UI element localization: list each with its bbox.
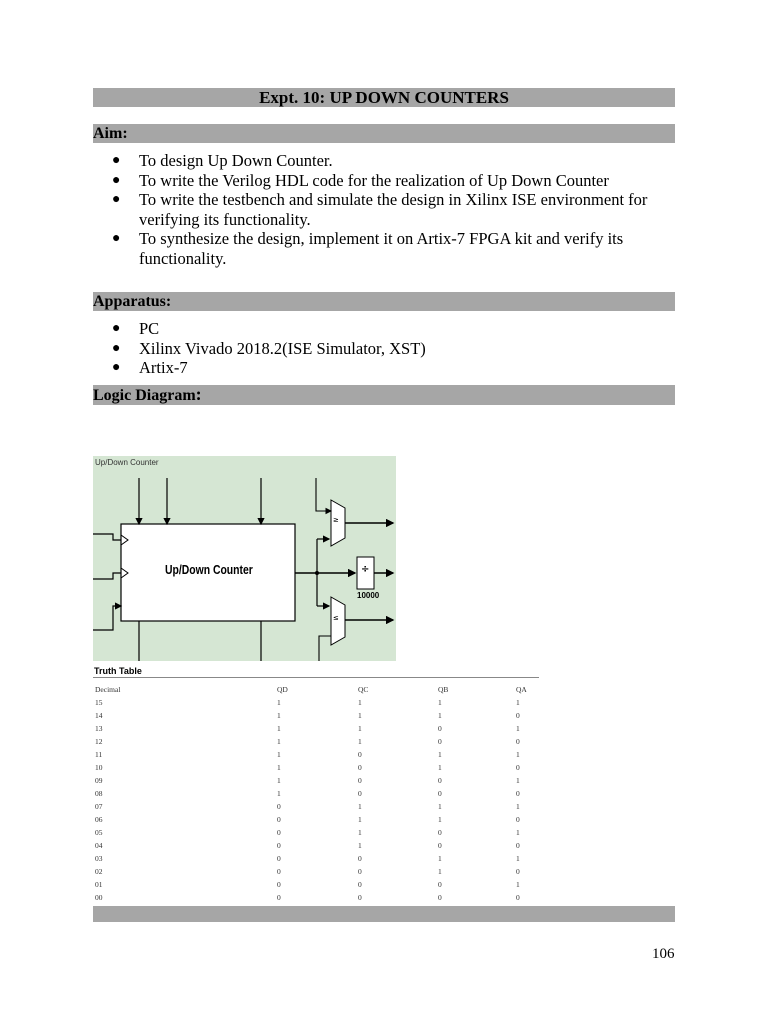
- column-header: QB: [438, 685, 449, 694]
- table-cell: 12: [95, 737, 103, 746]
- table-row: [93, 852, 539, 865]
- logic-diagram-figure: [93, 456, 396, 661]
- table-cell: 03: [95, 854, 103, 863]
- table-row: [93, 891, 539, 904]
- le-symbol: ≤: [333, 614, 339, 622]
- column-header: QD: [277, 685, 288, 694]
- diagram-caption: Up/Down Counter: [95, 458, 159, 467]
- table-cell: 0: [358, 750, 362, 759]
- table-cell: 0: [516, 815, 520, 824]
- bullet-icon: ●: [112, 231, 121, 247]
- table-cell: 0: [277, 880, 281, 889]
- truth-table: [93, 683, 539, 904]
- table-cell: 1: [438, 867, 442, 876]
- table-row: [93, 813, 539, 826]
- table-cell: 1: [277, 763, 281, 772]
- table-cell: 0: [516, 893, 520, 902]
- table-cell: 1: [277, 724, 281, 733]
- table-cell: 1: [277, 750, 281, 759]
- table-cell: 0: [277, 854, 281, 863]
- table-cell: 0: [277, 828, 281, 837]
- table-cell: 1: [438, 750, 442, 759]
- table-row: [93, 826, 539, 839]
- table-row: [93, 709, 539, 722]
- table-cell: 01: [95, 880, 103, 889]
- table-cell: 1: [516, 776, 520, 785]
- table-cell: 1: [358, 737, 362, 746]
- table-cell: 0: [438, 776, 442, 785]
- table-cell: 1: [438, 698, 442, 707]
- table-cell: 0: [516, 867, 520, 876]
- table-cell: 1: [516, 854, 520, 863]
- divider: [93, 677, 539, 678]
- bullet-icon: ●: [112, 172, 121, 188]
- table-cell: 1: [438, 854, 442, 863]
- table-cell: 0: [277, 802, 281, 811]
- list-item: ● To write the testbench and simulate the design in Xilinx ISE environment for verifying its functionality.: [112, 190, 648, 229]
- divider-label: 10000: [357, 591, 380, 600]
- table-row: [93, 839, 539, 852]
- table-row: [93, 800, 539, 813]
- section-footer-bar: [93, 906, 675, 922]
- table-row: [93, 735, 539, 748]
- table-cell: 0: [358, 893, 362, 902]
- column-header: QC: [358, 685, 369, 694]
- table-cell: 00: [95, 893, 103, 902]
- table-cell: 1: [277, 737, 281, 746]
- table-cell: 1: [358, 802, 362, 811]
- table-cell: 0: [438, 737, 442, 746]
- truth-table-body: [93, 696, 539, 904]
- table-cell: 0: [516, 711, 520, 720]
- table-cell: 1: [438, 815, 442, 824]
- column-header: QA: [516, 685, 527, 694]
- table-row: [93, 761, 539, 774]
- table-cell: 0: [358, 776, 362, 785]
- table-row: [93, 865, 539, 878]
- table-cell: 1: [277, 711, 281, 720]
- list-item: ● PC: [112, 319, 160, 338]
- table-cell: 0: [358, 763, 362, 772]
- table-cell: 1: [516, 802, 520, 811]
- table-row: [93, 722, 539, 735]
- table-cell: 0: [438, 828, 442, 837]
- table-cell: 1: [516, 828, 520, 837]
- table-cell: 05: [95, 828, 103, 837]
- bullet-icon: ●: [112, 360, 121, 376]
- list-item: ● Artix-7: [112, 358, 188, 378]
- table-row: [93, 787, 539, 800]
- table-cell: 0: [358, 854, 362, 863]
- apparatus-list: [112, 319, 675, 378]
- table-cell: 0: [438, 841, 442, 850]
- table-cell: 0: [516, 841, 520, 850]
- table-cell: 1: [438, 802, 442, 811]
- table-cell: 1: [277, 776, 281, 785]
- table-cell: 0: [277, 815, 281, 824]
- table-cell: 0: [277, 893, 281, 902]
- logic-diagram-heading: Logic Diagram:: [93, 385, 675, 405]
- table-cell: 11: [95, 750, 103, 759]
- table-cell: 06: [95, 815, 103, 824]
- bullet-icon: ●: [112, 153, 121, 168]
- apparatus-heading: Apparatus:: [93, 292, 675, 311]
- counter-schematic: [93, 456, 396, 661]
- table-cell: 08: [95, 789, 103, 798]
- table-cell: 1: [516, 698, 520, 707]
- table-cell: 0: [438, 724, 442, 733]
- table-cell: 02: [95, 867, 103, 876]
- table-cell: 0: [516, 789, 520, 798]
- bullet-icon: ●: [112, 340, 121, 356]
- table-cell: 0: [438, 893, 442, 902]
- experiment-title: Expt. 10: UP DOWN COUNTERS: [93, 88, 675, 107]
- table-cell: 1: [358, 841, 362, 850]
- table-cell: 0: [438, 789, 442, 798]
- table-cell: 09: [95, 776, 103, 785]
- table-cell: 0: [516, 737, 520, 746]
- table-row: [93, 748, 539, 761]
- table-cell: 1: [438, 711, 442, 720]
- table-cell: 1: [438, 763, 442, 772]
- table-cell: 1: [516, 750, 520, 759]
- table-cell: 1: [516, 880, 520, 889]
- table-cell: 0: [516, 763, 520, 772]
- table-cell: 15: [95, 698, 103, 707]
- aim-list: [112, 151, 675, 269]
- table-row: [93, 878, 539, 891]
- list-item: ● To design Up Down Counter.: [112, 151, 333, 170]
- table-cell: 1: [358, 698, 362, 707]
- table-cell: 0: [277, 841, 281, 850]
- ge-symbol: ≥: [333, 516, 339, 524]
- table-cell: 0: [358, 867, 362, 876]
- table-row: [93, 696, 539, 709]
- table-cell: 1: [358, 828, 362, 837]
- bullet-icon: ●: [112, 192, 121, 208]
- table-cell: 1: [358, 815, 362, 824]
- list-item: ● Xilinx Vivado 2018.2(ISE Simulator, XST): [112, 338, 426, 358]
- table-cell: 0: [358, 880, 362, 889]
- list-item: ● To write the Verilog HDL code for the realization of Up Down Counter: [112, 170, 609, 190]
- table-header-row: [93, 683, 539, 696]
- table-cell: 1: [358, 724, 362, 733]
- table-cell: 0: [358, 789, 362, 798]
- table-cell: 13: [95, 724, 103, 733]
- page-number: 106: [652, 946, 675, 962]
- aim-heading: Aim:: [93, 124, 675, 143]
- counter-block-label: Up/Down Counter: [165, 562, 253, 577]
- table-cell: 10: [95, 763, 103, 772]
- truth-table-title: Truth Table: [94, 666, 142, 676]
- list-item: ● To synthesize the design, implement it on Artix-7 FPGA kit and verify its functionality.: [112, 229, 624, 268]
- table-cell: 14: [95, 711, 103, 720]
- table-cell: 1: [358, 711, 362, 720]
- table-row: [93, 774, 539, 787]
- bullet-icon: ●: [112, 321, 121, 336]
- table-cell: 1: [277, 698, 281, 707]
- table-cell: 0: [438, 880, 442, 889]
- table-cell: 07: [95, 802, 103, 811]
- divide-icon: ÷: [361, 564, 370, 575]
- column-header: Decimal: [95, 685, 121, 694]
- table-cell: 1: [516, 724, 520, 733]
- table-cell: 0: [277, 867, 281, 876]
- table-cell: 1: [277, 789, 281, 798]
- table-cell: 04: [95, 841, 103, 850]
